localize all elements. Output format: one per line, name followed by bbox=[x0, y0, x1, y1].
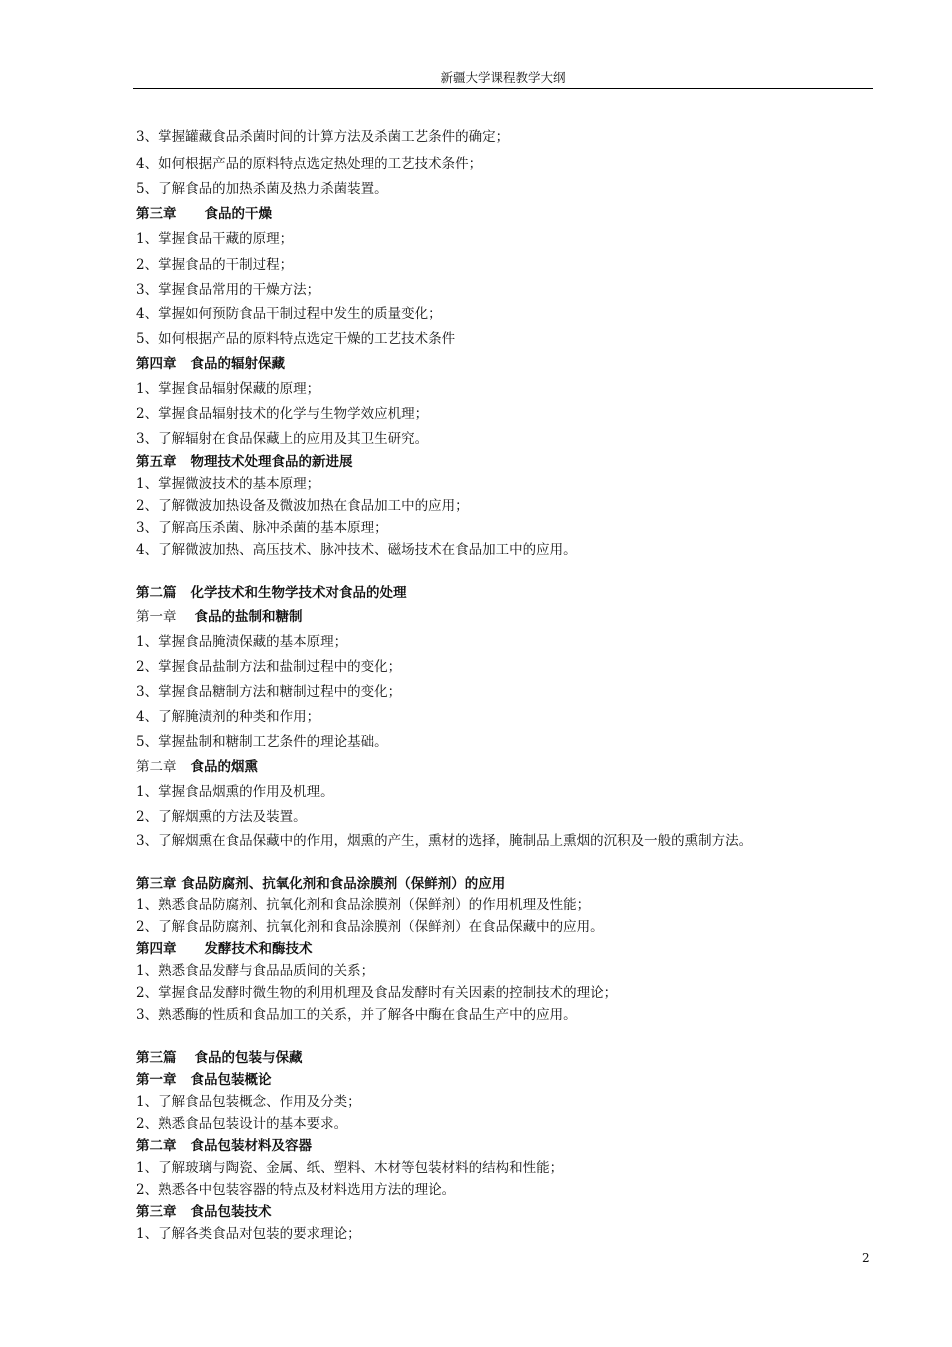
objective-line: 1、熟悉食品防腐剂、抗氧化剂和食品涂膜剂（保鲜剂）的作用机理及性能； bbox=[136, 897, 591, 913]
objective-line: 1、了解玻璃与陶瓷、金属、纸、塑料、木材等包装材料的结构和性能； bbox=[136, 1160, 564, 1176]
objective-line: 3、掌握罐藏食品杀菌时间的计算方法及杀菌工艺条件的确定； bbox=[136, 129, 510, 145]
objective-line: 2、了解烟熏的方法及装置。 bbox=[136, 809, 307, 825]
objective-line: 3、了解烟熏在食品保藏中的作用，烟熏的产生，熏材的选择，腌制品上熏烟的沉积及一般的熏制方法。 bbox=[136, 833, 753, 849]
objective-line: 1、了解各类食品对包装的要求理论； bbox=[136, 1226, 361, 1242]
objective-line: 1、掌握食品干藏的原理； bbox=[136, 231, 294, 247]
chapter-heading bbox=[136, 608, 303, 626]
objective-line: 4、了解微波加热、高压技术、脉冲技术、磁场技术在食品加工中的应用。 bbox=[136, 542, 577, 558]
objective-line: 2、了解食品防腐剂、抗氧化剂和食品涂膜剂（保鲜剂）在食品保藏中的应用。 bbox=[136, 919, 604, 935]
part-number: 第二篇 bbox=[136, 585, 177, 601]
objective-line: 2、掌握食品盐制方法和盐制过程中的变化； bbox=[136, 659, 402, 675]
objective-line: 4、掌握如何预防食品干制过程中发生的质量变化； bbox=[136, 306, 442, 322]
chapter-heading bbox=[136, 1137, 312, 1155]
chapter-title: 食品包装概论 bbox=[190, 1072, 272, 1088]
chapter-title: 物理技术处理食品的新进展 bbox=[190, 454, 353, 470]
objective-line: 1、掌握食品烟熏的作用及机理。 bbox=[136, 784, 334, 800]
chapter-number: 第二章 bbox=[136, 759, 177, 775]
chapter-heading bbox=[136, 1071, 272, 1089]
objective-line: 1、掌握微波技术的基本原理； bbox=[136, 476, 321, 492]
chapter-number: 第三章 bbox=[136, 206, 177, 222]
part-title: 化学技术和生物学技术对食品的处理 bbox=[190, 585, 407, 601]
objective-line: 1、了解食品包装概念、作用及分类； bbox=[136, 1094, 361, 1110]
chapter-heading bbox=[136, 940, 313, 958]
objective-line: 2、熟悉食品包装设计的基本要求。 bbox=[136, 1116, 348, 1132]
objective-line: 1、掌握食品辐射保藏的原理； bbox=[136, 381, 321, 397]
chapter-heading bbox=[136, 453, 353, 471]
chapter-number: 第一章 bbox=[136, 1072, 177, 1088]
chapter-heading bbox=[136, 758, 258, 776]
objective-line: 3、熟悉酶的性质和食品加工的关系，并了解各中酶在食品生产中的应用。 bbox=[136, 1007, 577, 1023]
chapter-heading bbox=[136, 875, 505, 893]
objective-line: 4、如何根据产品的原料特点选定热处理的工艺技术条件； bbox=[136, 156, 483, 172]
chapter-number: 第五章 bbox=[136, 454, 177, 470]
objective-line: 2、掌握食品辐射技术的化学与生物学效应机理； bbox=[136, 406, 429, 422]
chapter-title: 食品防腐剂、抗氧化剂和食品涂膜剂（保鲜剂）的应用 bbox=[181, 876, 506, 892]
chapter-number: 第三章 bbox=[136, 876, 177, 892]
page-header: 新疆大学课程教学大纲 bbox=[133, 68, 873, 89]
part-number: 第三篇 bbox=[136, 1050, 177, 1066]
objective-line: 2、掌握食品的干制过程； bbox=[136, 257, 294, 273]
chapter-title: 食品的盐制和糖制 bbox=[194, 609, 303, 625]
part-heading bbox=[136, 584, 407, 602]
part-heading bbox=[136, 1049, 303, 1067]
chapter-number: 第四章 bbox=[136, 941, 177, 957]
chapter-number: 第四章 bbox=[136, 356, 177, 372]
objective-line: 5、如何根据产品的原料特点选定干燥的工艺技术条件 bbox=[136, 331, 456, 347]
objective-line: 5、掌握盐制和糖制工艺条件的理论基础。 bbox=[136, 734, 388, 750]
chapter-title: 食品包装材料及容器 bbox=[190, 1138, 312, 1154]
objective-line: 1、掌握食品腌渍保藏的基本原理； bbox=[136, 634, 348, 650]
page-number: 2 bbox=[862, 1251, 870, 1265]
chapter-heading bbox=[136, 1203, 272, 1221]
chapter-title: 发酵技术和酶技术 bbox=[204, 941, 313, 957]
objective-line: 4、了解腌渍剂的种类和作用； bbox=[136, 709, 321, 725]
objective-line: 3、了解高压杀菌、脉冲杀菌的基本原理； bbox=[136, 520, 388, 536]
chapter-number: 第一章 bbox=[136, 609, 177, 625]
chapter-title: 食品的干燥 bbox=[204, 206, 272, 222]
chapter-title: 食品包装技术 bbox=[190, 1204, 272, 1220]
part-title: 食品的包装与保藏 bbox=[194, 1050, 303, 1066]
objective-line: 3、掌握食品糖制方法和糖制过程中的变化； bbox=[136, 684, 402, 700]
chapter-title: 食品的烟熏 bbox=[190, 759, 258, 775]
objective-line: 2、掌握食品发酵时微生物的利用机理及食品发酵时有关因素的控制技术的理论； bbox=[136, 985, 618, 1001]
objective-line: 3、了解辐射在食品保藏上的应用及其卫生研究。 bbox=[136, 431, 429, 447]
objective-line: 3、掌握食品常用的干燥方法； bbox=[136, 282, 321, 298]
chapter-title: 食品的辐射保藏 bbox=[190, 356, 285, 372]
chapter-number: 第三章 bbox=[136, 1204, 177, 1220]
objective-line: 1、熟悉食品发酵与食品品质间的关系； bbox=[136, 963, 375, 979]
chapter-heading bbox=[136, 355, 285, 373]
objective-line: 2、了解微波加热设备及微波加热在食品加工中的应用； bbox=[136, 498, 469, 514]
chapter-number: 第二章 bbox=[136, 1138, 177, 1154]
chapter-heading bbox=[136, 205, 272, 223]
objective-line: 2、熟悉各中包装容器的特点及材料选用方法的理论。 bbox=[136, 1182, 456, 1198]
objective-line: 5、了解食品的加热杀菌及热力杀菌装置。 bbox=[136, 181, 388, 197]
